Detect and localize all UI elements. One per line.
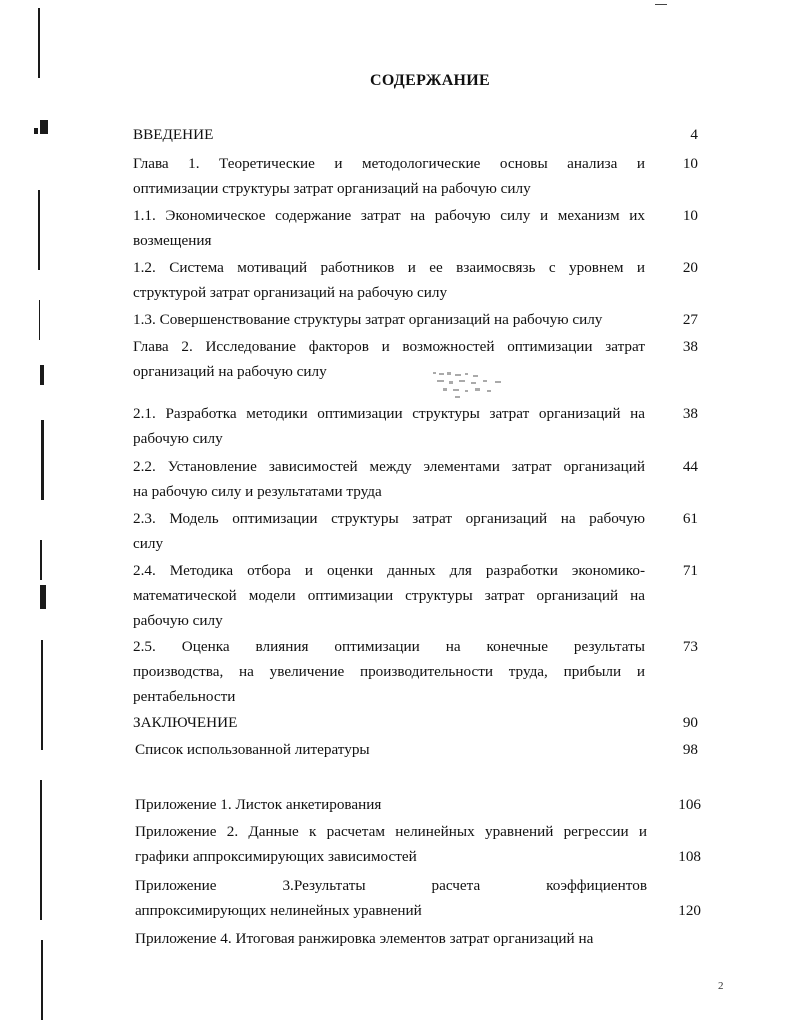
toc-page-number: 38 <box>682 405 698 422</box>
toc-entry-text: ВВЕДЕНИЕ <box>133 126 214 143</box>
scan-edge-artifacts <box>30 0 52 1030</box>
toc-entry-text: 2.3. Модель оптимизации структуры затрат организаций на рабочую <box>133 510 645 527</box>
toc-entry-2-1 <box>133 401 645 451</box>
toc-entry-text: 1.1. Экономическое содержание затрат на рабочую силу и механизм их <box>133 207 645 224</box>
toc-entry-text: на рабочую силу и результатами труда <box>133 483 382 500</box>
toc-entry-2-2 <box>133 454 645 504</box>
toc-entry-introduction <box>133 122 645 147</box>
toc-page-number: 108 <box>678 848 701 865</box>
toc-page-number: 61 <box>682 510 698 527</box>
toc-entry-text: оптимизации структуры затрат организаций на рабочую силу <box>133 180 531 197</box>
toc-entry-text: Список использованной литературы <box>135 741 370 758</box>
toc-entry-text: силу <box>133 535 164 552</box>
toc-entry-1-1 <box>133 203 645 253</box>
toc-entry-text: математической модели оптимизации структуры затрат организаций на <box>133 587 645 604</box>
toc-entry-text: аппроксимирующих нелинейных уравнений <box>135 902 422 919</box>
toc-page-number: 20 <box>682 259 698 276</box>
toc-entry-text: 1.2. Система мотиваций работников и ее взаимосвязь с уровнем и <box>133 259 645 276</box>
toc-entry-text: организаций на рабочую силу <box>133 363 327 380</box>
toc-page-number: 73 <box>682 638 698 655</box>
toc-entry-text: 2.1. Разработка методики оптимизации структуры затрат организаций на <box>133 405 645 422</box>
toc-entry-text: ЗАКЛЮЧЕНИЕ <box>133 714 238 731</box>
toc-page-number: 71 <box>682 562 698 579</box>
toc-entry-appendix-3 <box>135 873 647 923</box>
toc-entry-appendix-2 <box>135 819 647 869</box>
toc-entry-text: 2.5. Оценка влияния оптимизации на конечные результаты <box>133 638 645 655</box>
toc-page-number: 106 <box>678 796 701 813</box>
toc-entry-text: рабочую силу <box>133 612 223 629</box>
faded-stamp-smudge <box>425 368 535 402</box>
toc-entry-1-2 <box>133 255 645 305</box>
toc-page-number: 27 <box>682 311 698 328</box>
toc-entry-text: 2.2. Установление зависимостей между элементами затрат организаций <box>133 458 645 475</box>
toc-entry-text: Приложение 2. Данные к расчетам нелинейных уравнений регрессии и <box>135 823 647 840</box>
toc-page-number: 90 <box>682 714 698 731</box>
toc-entry-text: Глава 2. Исследование факторов и возможностей оптимизации затрат <box>133 338 645 355</box>
toc-entry-text: Приложение 3.Результаты расчета коэффициентов <box>135 877 647 894</box>
toc-entry-text: возмещения <box>133 232 212 249</box>
toc-entry-text: 1.3. Совершенствование структуры затрат организаций на рабочую силу <box>133 311 603 328</box>
toc-page-number: 44 <box>682 458 698 475</box>
toc-page-number: 38 <box>682 338 698 355</box>
toc-entry-chapter-1 <box>133 151 645 201</box>
toc-page-number: 120 <box>678 902 701 919</box>
toc-entry-text: 2.4. Методика отбора и оценки данных для разработки экономико- <box>133 562 645 579</box>
toc-entry-text: производства, на увеличение производительности труда, прибыли и <box>133 663 645 680</box>
toc-entry-text: рабочую силу <box>133 430 223 447</box>
toc-entry-appendix-1 <box>135 792 647 817</box>
toc-entry-text: графики аппроксимирующих зависимостей <box>135 848 417 865</box>
toc-entry-2-4 <box>133 558 645 633</box>
toc-page-number: 10 <box>682 155 698 172</box>
page-number: 2 <box>718 980 724 992</box>
toc-entry-2-3 <box>133 506 645 556</box>
toc-entry-1-3 <box>133 307 645 332</box>
toc-page-number: 10 <box>682 207 698 224</box>
toc-page-number: 4 <box>690 126 698 143</box>
toc-entry-chapter-2 <box>133 334 645 384</box>
toc-entry-text: Глава 1. Теоретические и методологические основы анализа и <box>133 155 645 172</box>
toc-entry-2-5 <box>133 634 645 709</box>
document-title: СОДЕРЖАНИЕ <box>369 72 491 89</box>
scan-mark <box>655 4 667 5</box>
toc-entry-appendix-4 <box>135 926 647 951</box>
toc-entry-bibliography <box>135 737 647 762</box>
toc-entry-conclusion <box>133 710 645 735</box>
toc-entry-text: рентабельности <box>133 688 236 705</box>
toc-page-number: 98 <box>682 741 698 758</box>
toc-entry-text: Приложение 1. Листок анкетирования <box>135 796 382 813</box>
toc-entry-text: структурой затрат организаций на рабочую силу <box>133 284 448 301</box>
toc-entry-text: Приложение 4. Итоговая ранжировка элементов затрат организаций на <box>135 930 594 947</box>
